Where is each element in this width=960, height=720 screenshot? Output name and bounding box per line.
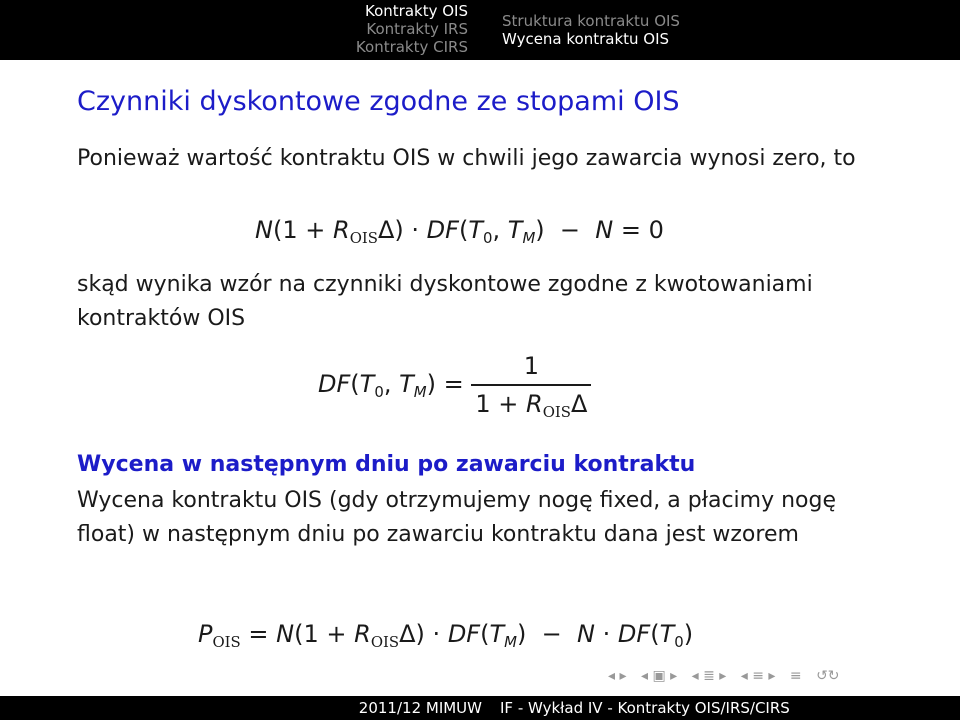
nav-section-irs[interactable]: Kontrakty IRS	[366, 20, 468, 38]
nav-subsection-icon[interactable]: ◂ ≣ ▸	[691, 668, 727, 684]
header-section-list	[356, 2, 468, 56]
nav-section-ois[interactable]: Kontrakty OIS	[365, 2, 468, 20]
nav-align-icon[interactable]: ≡	[789, 668, 802, 684]
nav-left-icon[interactable]: ◂ ▸	[608, 668, 627, 684]
block-title: Wycena w następnym dniu po zawarciu kontraktu	[77, 452, 696, 477]
equation-zero-value: $N(1 + R_{OIS}\Delta) \cdot DF(T_0$, $T_M) - N = 0$	[255, 216, 664, 248]
footer-lecture-title: IF - Wykład IV - Kontrakty OIS/IRS/CIRS	[500, 699, 790, 717]
frame-title: Czynniki dyskontowe zgodne ze stopami OIS	[77, 86, 680, 117]
derivation-paragraph: skąd wynika wzór na czynniki dyskontowe zgodne z kwotowaniami kontraktów OIS	[77, 272, 813, 331]
header-bar	[0, 0, 960, 60]
intro-paragraph: Ponieważ wartość kontraktu OIS w chwili jego zawarcia wynosi zero, to	[77, 146, 856, 171]
nav-section-cirs[interactable]: Kontrakty CIRS	[355, 38, 468, 56]
nav-subsection-structure[interactable]: Struktura kontraktu OIS	[502, 12, 680, 30]
search-icon[interactable]: ↺↻	[816, 668, 840, 684]
nav-section-icon[interactable]: ◂ ≡ ▸	[740, 668, 776, 684]
fraction: $\frac{1}{1 + R_{OIS}\Delta}$	[471, 352, 591, 418]
footer-course-year: 2011/12 MIMUW	[358, 699, 482, 717]
navigation-controls	[608, 668, 850, 684]
nav-frame-icon[interactable]: ◂ ▣ ▸	[640, 668, 678, 684]
valuation-paragraph: Wycena kontraktu OIS (gdy otrzymujemy nogę fixed, a płacimy nogę float) w następnym dniu po zawarciu kontraktu dana jest wzorem	[77, 488, 837, 547]
header-subsection-list	[502, 12, 680, 48]
equation-discount-factor: $DF(T_0$, $T_M$) = $\frac{1}{1 + R_{OIS}\Delta}$	[318, 352, 591, 418]
nav-subsection-valuation[interactable]: Wycena kontraktu OIS	[502, 30, 670, 48]
footer-bar	[0, 696, 960, 720]
equation-ois-value: $P_{OIS} = N(1 + R_{OIS}\Delta) \cdot DF(T_M) - N \cdot DF(T_0)$	[198, 620, 694, 652]
